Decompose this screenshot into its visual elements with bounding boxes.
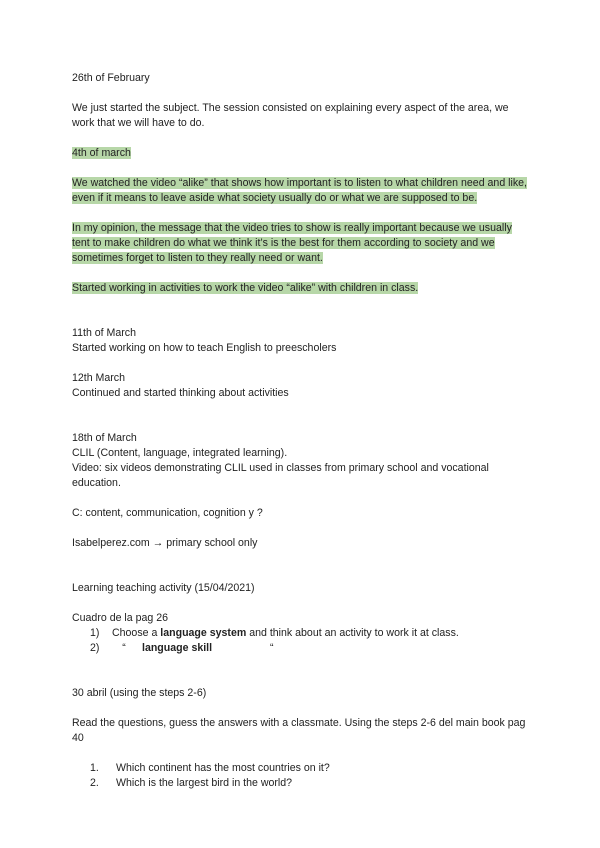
list-text <box>112 641 274 656</box>
activity-list <box>72 626 532 656</box>
highlight-date-mar4: 4th of march <box>72 147 131 159</box>
bold-language-system: language system <box>160 627 247 639</box>
ditto-mark: “ <box>122 642 126 654</box>
entry-cuadro: Cuadro de la pag 26 <box>72 612 169 624</box>
entry-text-mar12: Continued and started thinking about activities <box>72 387 289 399</box>
entry-para-opinion <box>72 221 532 266</box>
entry-clil-video: Video: six videos demonstrating CLIL used in classes from primary school and vocational education. <box>72 462 489 489</box>
list-text <box>112 626 459 641</box>
list-text-part: and think about an activity to work it at class. <box>246 627 459 639</box>
entry-para-video <box>72 176 532 206</box>
entry-date-mar11: 11th of March <box>72 327 136 339</box>
entry-date-mar4 <box>72 146 532 161</box>
entry-clil-definition: CLIL (Content, language, integrated learning). <box>72 447 288 459</box>
entry-title-30-abril: 30 abril (using the steps 2-6) <box>72 687 207 699</box>
list-number: 1. <box>90 762 99 774</box>
list-number: 2) <box>90 642 100 654</box>
entry-date-mar18: 18th of March <box>72 432 137 444</box>
list-text-part: Choose a <box>112 627 161 639</box>
document-body <box>72 71 532 791</box>
entry-text-mar11: Started working on how to teach English to preescholers <box>72 342 337 354</box>
entry-date-mar12: 12th March <box>72 372 125 384</box>
entry-title-learning-activity: Learning teaching activity (15/04/2021) <box>72 582 255 594</box>
list-item <box>72 761 532 776</box>
list-text: Which continent has the most countries on it? <box>116 762 330 774</box>
list-item <box>72 776 532 791</box>
questions-list <box>72 761 532 791</box>
list-item <box>72 626 532 641</box>
entry-date-feb26: 26th of February <box>72 72 150 84</box>
entry-text-30-abril: Read the questions, guess the answers with a classmate. Using the steps 2-6 del main book pag 40 <box>72 717 526 744</box>
list-number: 2. <box>90 777 99 789</box>
entry-website: Isabelperez.com → primary school only <box>72 537 258 549</box>
bold-language-skill: language skill <box>142 642 213 654</box>
highlight-para-opinion: In my opinion, the message that the video tries to show is really important because we usually tent to make children do what we think it’s is the best for them according to society and we sometimes forget to listen to they really need or want. <box>72 222 512 264</box>
entry-para-activities <box>72 281 532 296</box>
highlight-para-video: We watched the video “alike” that shows how important is to listen to what children need and like, even if it means to leave aside what society usually do or what we are supposed to be. <box>72 177 527 204</box>
list-number: 1) <box>90 627 100 639</box>
ditto-mark: “ <box>270 642 274 654</box>
highlight-para-activities: Started working in activities to work the video “alike” with children in class. <box>72 282 419 294</box>
list-text: Which is the largest bird in the world? <box>116 777 293 789</box>
list-item <box>72 641 532 656</box>
entry-text-feb26: We just started the subject. The session consisted on explaining every aspect of the area, we work that we will have to do. <box>72 102 509 129</box>
entry-clil-cs: C: content, communication, cognition y ? <box>72 507 263 519</box>
